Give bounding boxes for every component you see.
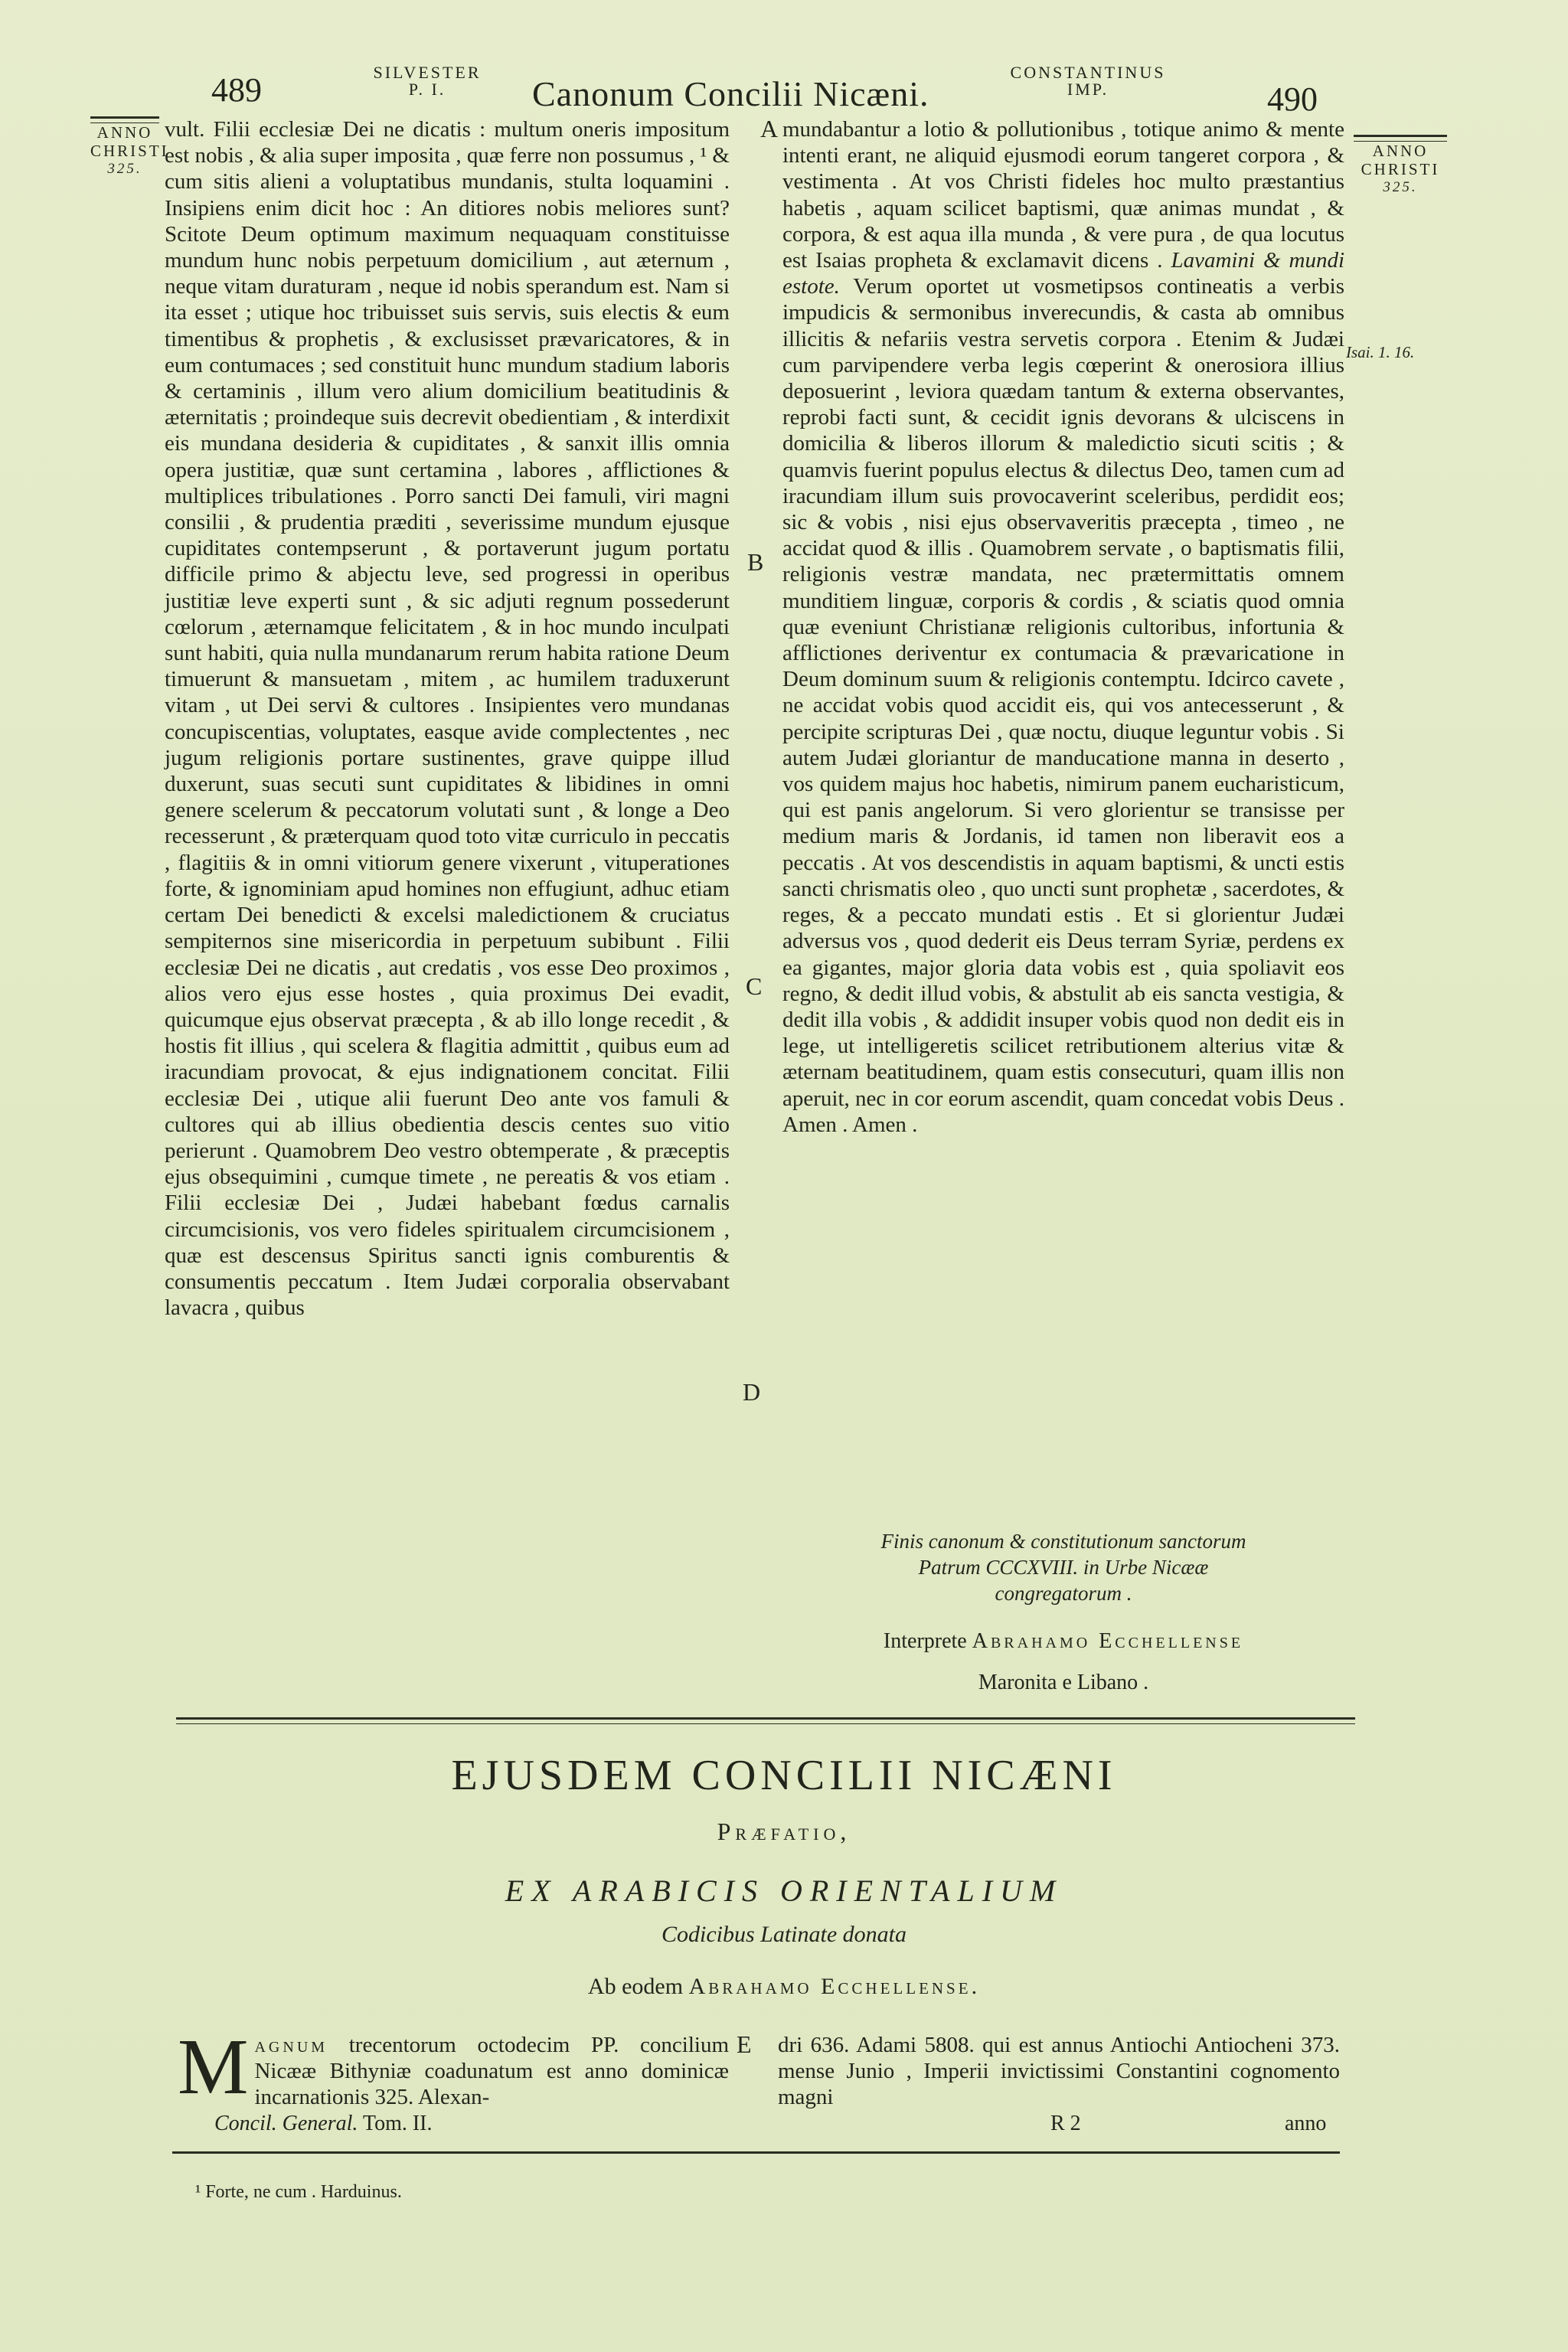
finis-block	[782, 1528, 1344, 1606]
bottom-left-column	[178, 2023, 729, 2111]
page-title: Canonum Concilii Nicæni.	[532, 74, 929, 113]
margin-rule-right	[1354, 135, 1447, 142]
running-head-left	[358, 64, 496, 98]
margin-christi-right: CHRISTI	[1361, 160, 1440, 178]
right-column-paragraph	[782, 116, 1344, 1138]
margin-rule-left	[90, 116, 159, 123]
ab-eodem-name: Abrahamo Ecchellense.	[688, 1974, 981, 1999]
signature-source-title: Concil. General.	[214, 2112, 358, 2135]
footnote: ¹ Forte, ne cum . Harduinus.	[195, 2182, 402, 2202]
running-head-left-top: SILVESTER	[373, 63, 482, 82]
page-number-right: 490	[1267, 80, 1318, 118]
section-letter-b: B	[747, 548, 764, 576]
finis-line-1: Finis canonum & constitutionum sanctorum	[880, 1530, 1246, 1553]
codicibus-line: Codicibus Latinate donata	[661, 1922, 906, 1947]
signature-sheet: R 2	[1050, 2112, 1081, 2135]
signature-tome: Tom. II.	[362, 2112, 433, 2135]
margin-note-left	[90, 116, 169, 178]
page-number-left: 489	[211, 71, 262, 109]
signature-source	[214, 2112, 433, 2136]
left-column-text: vult. Filii ecclesiæ Dei ne dicatis : multum oneris impositum est nobis , & alia super imposita , quæ ferre non possumus , ¹ & cum sitis alieni a voluptatibus mundanis, stulta loquamini . Insipiens enim dicit hoc : An ditiores nobis meliores sunt? Scitote Deum optimum maximum nequaquam constituisse mundum hunc nobis perpetuum domicilium , aut æternum , neque vitam duraturam , neque id nobis sperandum est. Nam si ita esset ; utique hoc tribuisset suis servis, suis electis & eum timentibus & prophetis , & exclusisset prævaricatores, & in eum contumaces ; sed constituit hunc mundum stadium laboris & certaminis , illum vero alium domicilium beatitudinis & æternitatis ; proindeque suis decrevit obedientiam , & interdixit eis mundana desideria & cupiditates , & sanxit illis omnia opera justitiæ, quæ sunt certamina , labores , afflictiones & multiplices tribulationes . Porro sancti Dei famuli, viri magni consilii , & prudentia præditi , severissime mundum ejusque cupiditates contempserunt , & portaverunt jugum portatu difficile primo & abjectu leve, sed progressi in operibus justitiæ leve experti sunt , & sic adjuti regnum possederunt cœlorum , æternamque felicitatem , & in hoc mundo inculpati sunt habiti, quia nulla mundanarum rerum habita ratione Deum timuerunt & mansuetam , mitem , ac humilem traduxerunt vitam , ut Dei servi & cultores . Insipientes vero mundanas concupiscentias, voluptates, easque avide complectentes , nec jugum religionis portare sustinentes, grave quippe illud duxerunt, suas secuti sunt cupiditates & libidines in omni genere scelerum & peccatorum volutati sunt , & longe a Deo recesserunt , & præterquam quod toto vitæ curriculo in peccatis , flagitiis & in omni vitiorum genere vixerunt , vituperationes forte, & ignominiam apud homines non effugiunt, adhuc etiam certam Dei benedicti & excelsi maledictionem & cruciatus sempiternos sine misericordia in perpetuum subibunt . Filii ecclesiæ Dei ne dicatis , aut credatis , vos esse Deo proximos , alios vero ejus esse hostes , quia proximus Dei evadit, quicumque ejus observat præcepta , & ab illo longe recedit , & hostis fit illius , qui scelera & flagitia admittit , quibus eum ad iracundiam provocat, & ejus indignationem concitat. Filii ecclesiæ Dei , utique alii fuerunt Deo ante vos famuli & cultores qui ab illius obedientia descis centes suo vitio perierunt . Quamobrem Deo vestro obtemperate , & præceptis ejus obsequimini , cumque timete , ne pereatis & vos etiam . Filii ecclesiæ Dei , Judæi habebant fœdus carnalis circumcisionis, vos vero fideles spiritualem circumcisionem , quæ est descensus Spiritus sancti ignis comburentis & consumentis peccatum . Item Judæi corporalia observabant lavacra , quibus	[165, 117, 730, 1321]
footer-rule	[172, 2151, 1340, 2154]
running-head-right-top: CONSTANTINUS	[1010, 63, 1166, 82]
interpreter-origin: Maronita e Libano .	[978, 1671, 1149, 1694]
running-head-left-bottom: P. I.	[408, 80, 446, 99]
section-divider	[176, 1717, 1355, 1724]
right-column-text-b: Verum oportet ut vosmetipsos contineatis a verbis impudicis & sermonibus inverecundis, & casta ab omnibus illicitis & nefariis vestra servetis corpora . Etenim & Judæi cum parvipendere verba legis cœperint & onerosiora illius deposuerint , leviora quædam tantum & externa observantes, reprobi facti sunt, & cecidit ignis devorans & ulciscens in domicilia & liberos illorum & maledictio sicuti scitis ; & quamvis fuerint populus electus & dilectus Deo, tamen cum ad iracundiam illum suis provocaverint sceleribus, perdidit eos; sic & vobis , nisi ejus observaveritis præcepta , timeo , ne accidat quod & illis . Quamobrem servate , o baptismatis filii, religionis vestræ mandata, nec prætermittatis omnem munditiem linguæ, corporis & cordis , & sciatis quod omnia quæ eveniunt Christianæ religionis cultoribus, infortunia & afflictiones deriventur ex contumacia & prævaricatione in Deum dominum suum & religionis contemptu. Idcirco cavete , ne accidat vobis quod accidit eis, qui vos antecesserunt , & percipite scripturas Dei , quæ noctu, diuque leguntur vobis . Si autem Judæi gloriantur de manducatione manna in deserto , vos quidem majus hoc habetis, nimirum panem eucharisticum, qui est panis angelorum. Si vero glorientur se transisse per medium maris & Jordanis, id tamen non liberavit eos a peccatis . At vos descendistis in aquam baptismi, & uncti estis sancti chrismatis oleo , quo uncti sunt prophetæ , sacerdotes, & reges, & a peccato mundati estis . Et si glorientur Judæi adversus vos , quod dederit eis Deus terram Syriæ, perdens ex ea gigantes, major gloria data vobis est , quia spoliavit eos regno, & dedit illud vobis, & abstulit ab eis sancta vestigia, & dedit illa vobis , & addidit insuper vobis quod non dedit eis in lege, ut intelligeretis scilicet retributionem alterius vitæ & æternam beatitudinem, quam estis consecuturi, quam illis non aperuit, nec in cor eorum ascendit, quam concedat vobis Deus . Amen . Amen .	[782, 274, 1344, 1137]
interpreter-name: Abrahamo Ecchellense	[972, 1629, 1244, 1653]
section-subtitle: EX ARABICIS ORIENTALIUM	[505, 1873, 1063, 1908]
margin-anno-right: ANNO	[1372, 142, 1429, 160]
bottom-right-column	[778, 2032, 1340, 2110]
margin-year-right: 325.	[1383, 179, 1418, 195]
running-head-right-bottom: IMP.	[1067, 80, 1109, 99]
margin-note-right	[1354, 135, 1447, 197]
left-column	[165, 116, 730, 1321]
finis-line-3: congregatorum .	[995, 1582, 1132, 1605]
right-column	[782, 116, 1344, 1138]
ab-eodem-line	[0, 1974, 1568, 2000]
catchword: anno	[1285, 2112, 1327, 2135]
running-head-right	[992, 64, 1184, 98]
margin-year-left: 325.	[107, 161, 142, 177]
right-column-quote: Lavamini & mundi estote.	[782, 248, 1345, 299]
ab-eodem-prefix: Ab eodem	[587, 1974, 684, 1999]
section-letter-c: C	[746, 972, 763, 1000]
section-letter-d: D	[743, 1378, 761, 1406]
margin-anno-left: ANNO	[96, 123, 153, 142]
bottom-right-text: dri 636. Adami 5808. qui est annus Antiochi Antiocheni 373. mense Junio , Imperii invictissimi Constantini cognomento magni	[778, 2033, 1340, 2109]
section-title: EJUSDEM CONCILII NICÆNI	[451, 1752, 1117, 1799]
drop-cap: M	[178, 2023, 249, 2111]
section-letter-e: E	[737, 2030, 752, 2058]
praefatio: Præfatio,	[717, 1818, 851, 1845]
right-column-text-a: mundabantur a lotio & pollutionibus , totique animo & mente intenti erant, ne aliquid ejusmodi eorum tangeret corpora , & vestimenta . At vos Christi fideles hoc multo præstantius habetis , aquam scilicet baptismi, quæ animas mundat , & corpora, & est aqua illa munda , & vere pura , de qua locutus est Isaias propheta & exclamavit dicens .	[782, 117, 1344, 273]
interpreter-prefix: Interprete	[883, 1629, 967, 1653]
interpreter-line	[782, 1626, 1344, 1657]
first-word-caps: agnum	[254, 2033, 328, 2057]
finis-line-2: Patrum CCCXVIII. in Urbe Nicææ	[918, 1556, 1209, 1579]
margin-citation: Isai. 1. 16.	[1346, 343, 1415, 361]
margin-christi-left: CHRISTI	[90, 142, 169, 160]
section-letter-a: A	[760, 115, 779, 142]
bottom-left-text: trecentorum octodecim PP. concilium Nicææ Bithyniæ coadunatum est anno dominicæ incarnationis 325. Alexan-	[254, 2033, 729, 2109]
